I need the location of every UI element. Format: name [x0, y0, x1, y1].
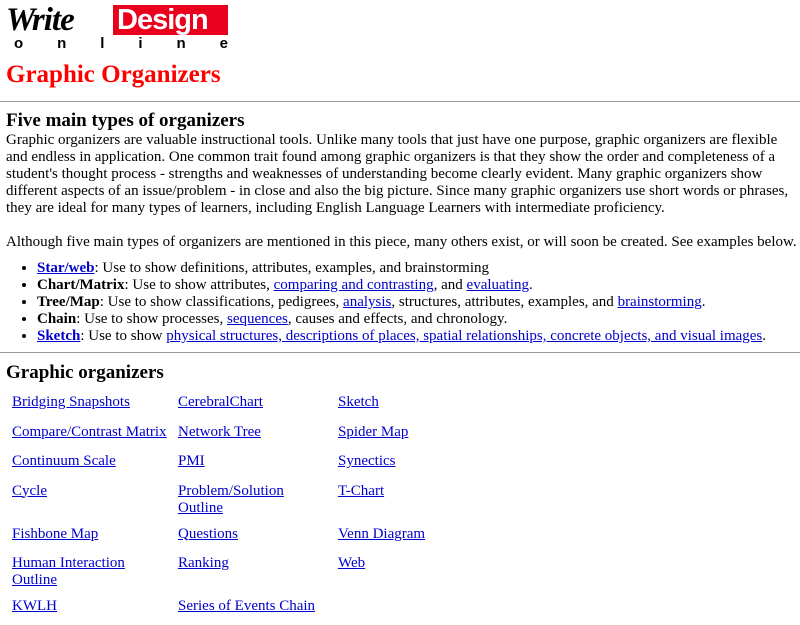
list-item: • Chart/Matrix: Use to show attributes, comparing and contrasting, and evaluating. — [37, 277, 800, 294]
table-cell — [334, 595, 452, 623]
organizer-link[interactable]: Network Tree — [178, 423, 261, 440]
organizer-link[interactable]: Ranking — [178, 555, 229, 571]
divider — [0, 352, 800, 353]
table-row — [8, 523, 452, 551]
table-cell — [174, 523, 332, 551]
organizer-link[interactable]: Series of Events Chain — [178, 598, 316, 614]
organizer-link[interactable]: Synectics — [338, 453, 396, 469]
table-cell — [174, 450, 332, 478]
organizer-link[interactable]: Spider Map — [338, 423, 409, 440]
table-cell — [174, 480, 332, 521]
writedesign-logo[interactable] — [6, 2, 228, 52]
table-cell — [334, 523, 452, 551]
table-cell — [334, 450, 452, 478]
organizer-link[interactable]: Venn Diagram — [338, 525, 426, 542]
table-cell — [334, 480, 452, 521]
organizer-link[interactable]: Compare/Contrast Matrix — [12, 423, 167, 440]
logo-online: o n l i n e — [14, 35, 228, 52]
table-row — [8, 480, 452, 521]
analysis-link[interactable]: analysis — [343, 294, 392, 310]
comparing-contrasting-link[interactable]: comparing and contrasting — [273, 277, 434, 293]
table-cell — [174, 391, 332, 419]
table-cell — [8, 421, 172, 449]
organizer-link[interactable]: Problem/Solution Outline — [178, 482, 284, 516]
table-cell — [8, 523, 172, 551]
organizer-link[interactable]: Continuum Scale — [12, 453, 116, 469]
logo-design: Design — [113, 5, 228, 35]
intro-paragraph: Graphic organizers are valuable instructional tools. Unlike many tools that just have one purpose, graphic organizers are flexible and endless in application. One common trait found among graphic organizers is that they show the order and completeness of a student's thought process - strengths and weaknesses of understanding become clearly evident. Many graphic organizers show different aspects of an issue/problem - in close and also the big picture. Since many graphic organizers use short words or phrases, they are ideal for many types of learners, including English Language Learners with intermediate proficiency. — [6, 132, 789, 216]
organizer-link[interactable]: Bridging Snapshots — [12, 394, 130, 410]
list-item: • Chain: Use to show processes, sequences, causes and effects, and chronology. — [37, 311, 800, 328]
table-cell — [8, 480, 172, 521]
list-item: • Tree/Map: Use to show classifications, pedigrees, analysis, structures, attributes, examples, and brainstorming. — [37, 294, 800, 311]
table-cell — [8, 552, 172, 593]
organizer-link[interactable]: KWLH — [12, 598, 57, 614]
organizer-link[interactable]: Fishbone Map — [12, 525, 99, 542]
page-title: Graphic Organizers — [6, 61, 221, 88]
table-cell — [8, 450, 172, 478]
table-row — [8, 391, 452, 419]
sequences-link[interactable]: sequences — [227, 311, 288, 327]
list-item: • Sketch: Use to show physical structures, descriptions of places, spatial relationships, concrete objects, and visual images. — [37, 328, 800, 345]
table-cell — [174, 595, 332, 623]
organizer-link[interactable]: CerebralChart — [178, 394, 263, 410]
organizer-link[interactable]: Human Interaction Outline — [12, 555, 125, 588]
note-paragraph: Although five main types of organizers are mentioned in this piece, many others exist, or will soon be created. See examples below. — [6, 234, 797, 250]
organizer-link[interactable]: Sketch — [338, 394, 379, 410]
organizer-link[interactable]: Web — [338, 555, 366, 571]
organizer-link[interactable]: PMI — [178, 453, 205, 469]
sketch-link[interactable]: Sketch — [37, 328, 81, 344]
table-cell — [334, 391, 452, 419]
table-row — [8, 450, 452, 478]
brainstorming-link[interactable]: brainstorming — [617, 294, 702, 310]
divider — [0, 101, 800, 102]
list-item: • Star/web: Use to show definitions, attributes, examples, and brainstorming — [37, 260, 800, 277]
table-cell — [8, 391, 172, 419]
star-web-link[interactable]: Star/web — [37, 260, 95, 276]
section-heading-organizers: Graphic organizers — [6, 362, 164, 383]
organizers-table-body — [8, 391, 452, 623]
organizers-table — [6, 389, 454, 625]
organizer-types-list — [6, 260, 800, 345]
table-cell — [174, 421, 332, 449]
logo-write: Write — [6, 2, 74, 38]
evaluating-link[interactable]: evaluating — [466, 277, 530, 293]
organizer-link[interactable]: Cycle — [12, 482, 47, 499]
organizer-link[interactable]: Questions — [178, 525, 238, 542]
physical-structures-link[interactable]: physical structures, descriptions of places, spatial relationships, concrete objects, and visual images — [166, 328, 763, 344]
table-cell — [8, 595, 172, 623]
table-cell — [174, 552, 332, 593]
table-cell — [334, 421, 452, 449]
table-row — [8, 552, 452, 593]
table-cell — [334, 552, 452, 593]
table-row — [8, 421, 452, 449]
table-row — [8, 595, 452, 623]
section-heading-types: Five main types of organizers — [6, 110, 245, 131]
organizer-link[interactable]: T-Chart — [338, 482, 385, 499]
